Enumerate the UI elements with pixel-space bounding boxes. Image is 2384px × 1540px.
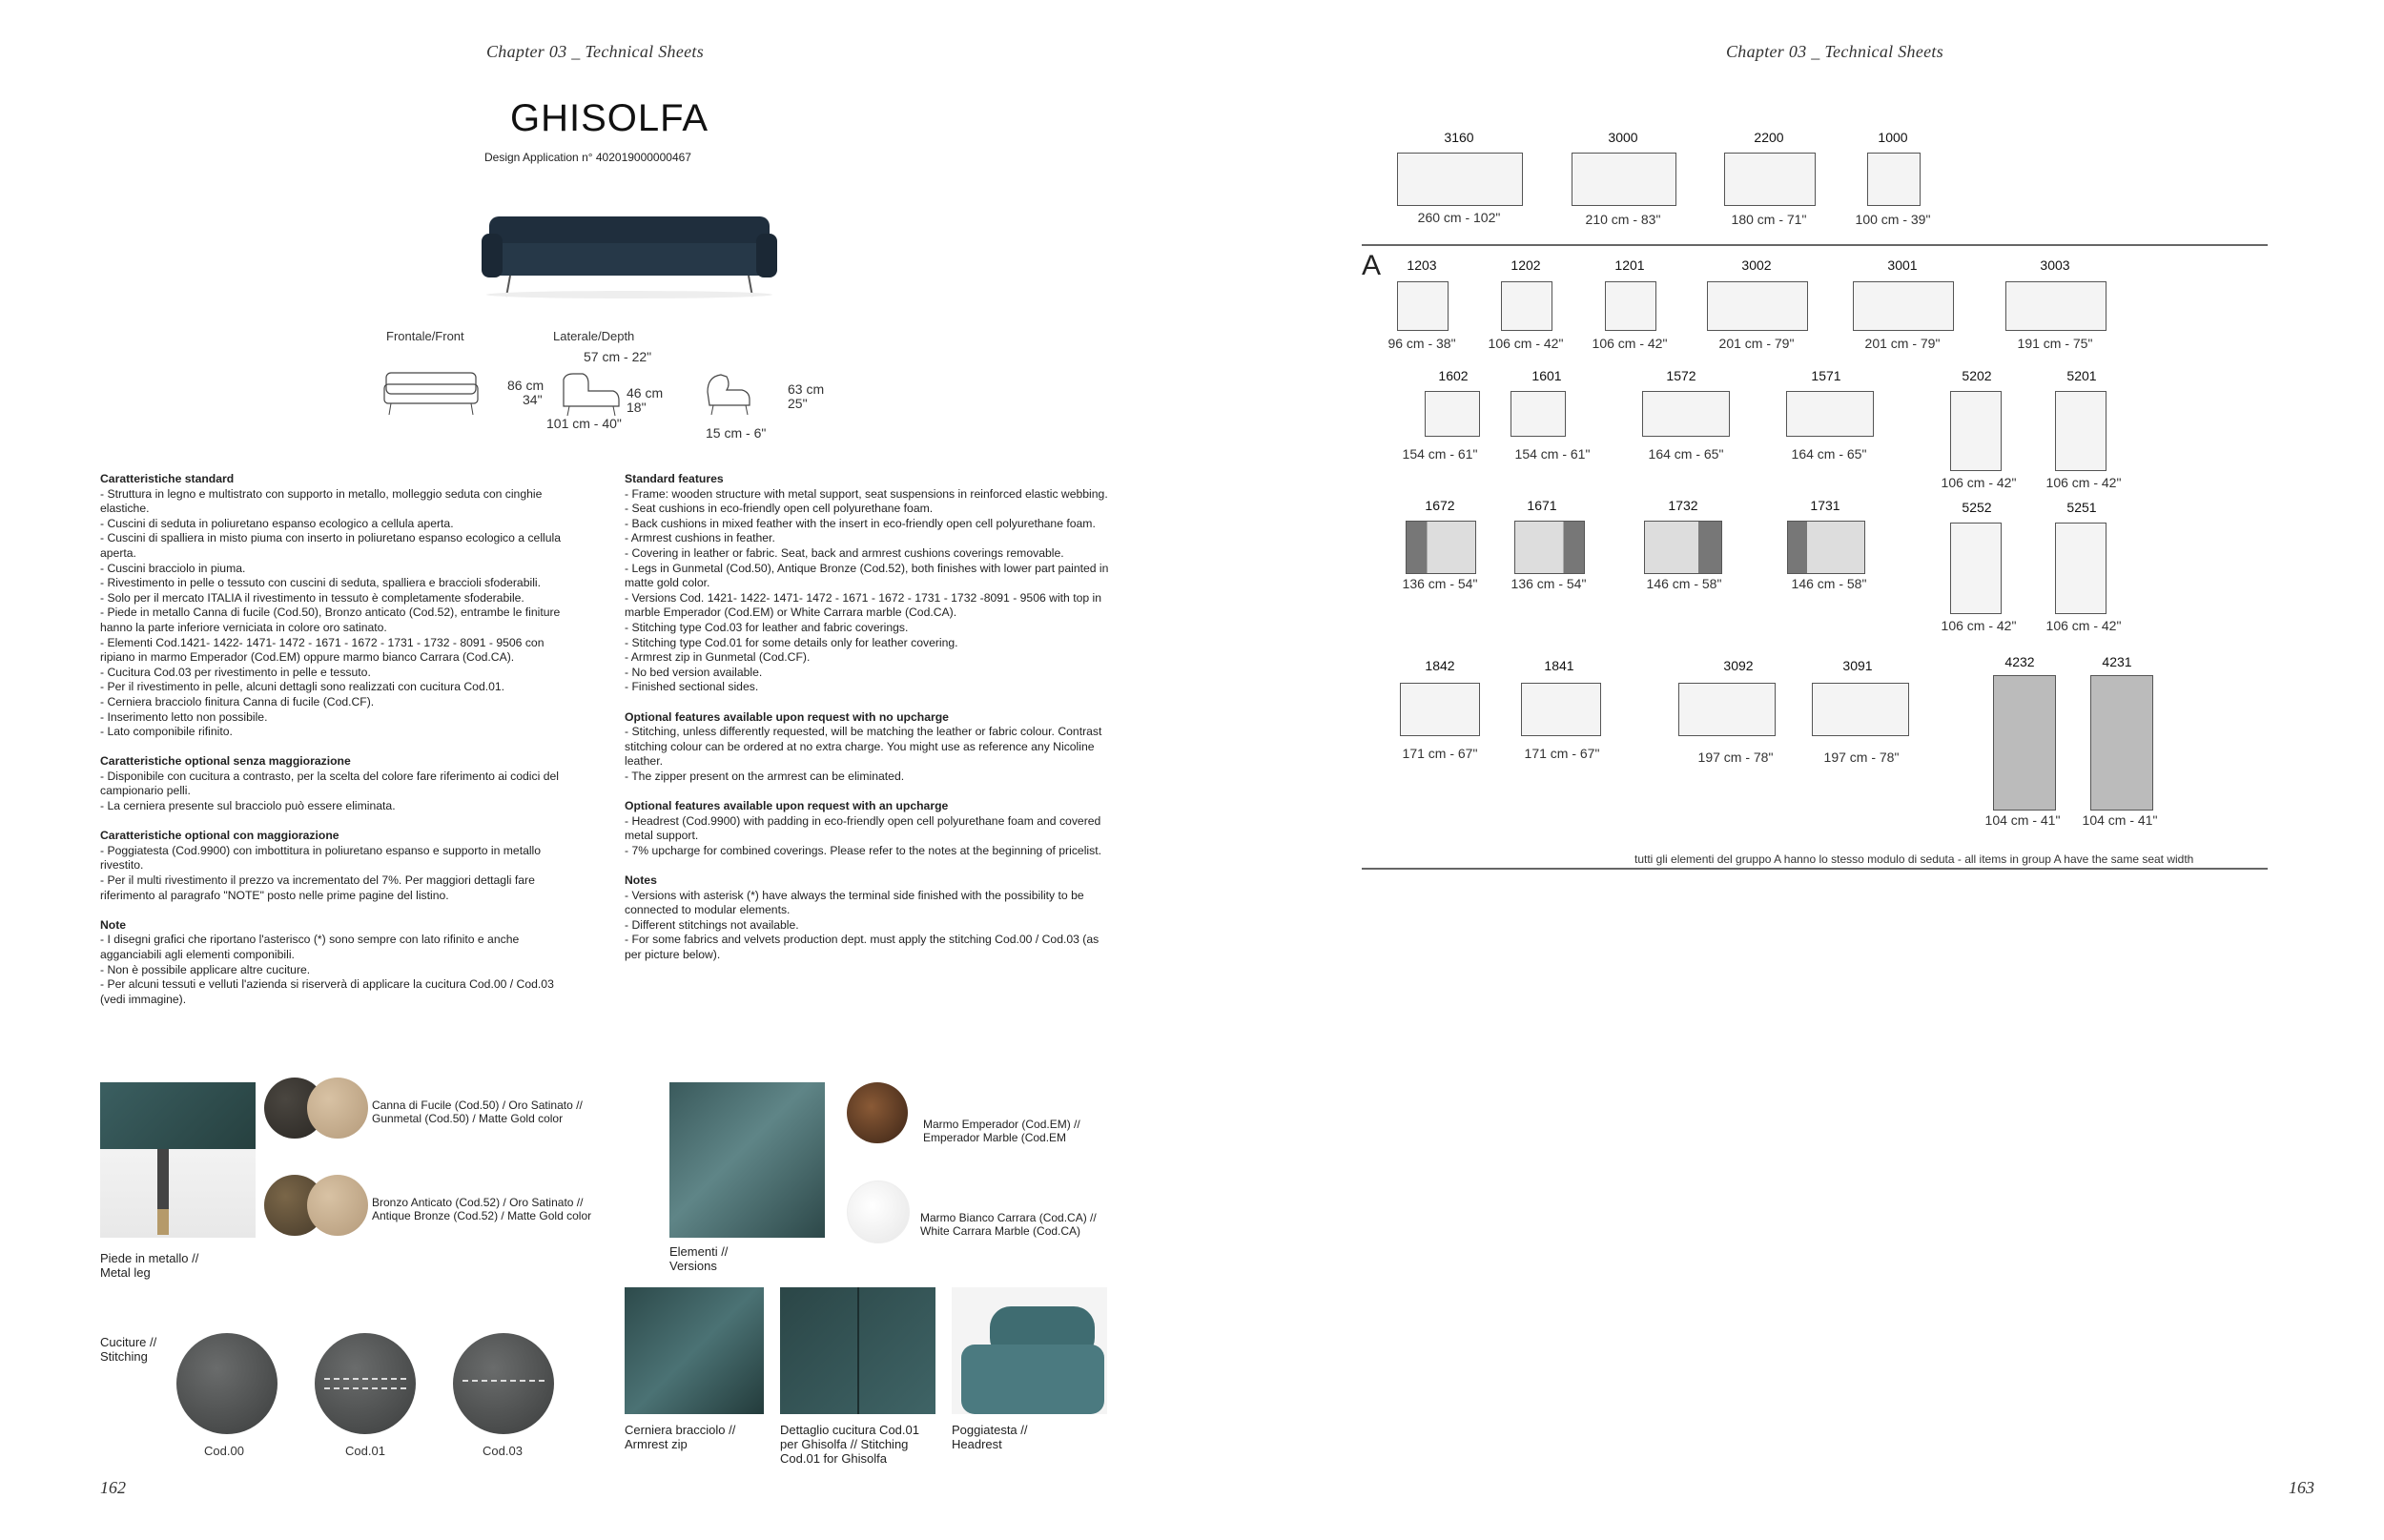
element-dim: 154 cm - 61" — [1514, 446, 1591, 462]
element-drawing-1841 — [1521, 683, 1601, 736]
armrest-zip-caption: Cerniera bracciolo // Armrest zip — [625, 1423, 736, 1451]
element-drawing-1732 — [1644, 521, 1722, 574]
italian-specs — [100, 472, 577, 1022]
it-paragraph: - Struttura in legno e multistrato con supporto in metallo, molleggio seduta con cinghie elastiche. - Cuscini di seduta in poliuretano espanso ecologico a cellula aperta. - Cuscini di spalliera in misto piuma con inserto in poliuretano espanso ecologico a cellula aperta. - Cuscini bracciolo in piuma. - Rivestimento in pelle o tessuto con cuscini di seduta, spalliera e braccioli sfoderabili. - Solo per il mercato ITALIA il rivestimento in tessuto è completamente sfoderabile. - Piede in metallo Canna di fucile (Cod.50), Bronzo anticato (Cod.52), entrambe le finiture hanno la parte inferiore verniciata in colore oro satinato. - Elementi Cod.1421- 1422- 1471- 1472 - 1671 - 1672 - 1731 - 1732 - 8091 - 9506 con ripiano in marmo Emperador (Cod.EM) oppure marmo bianco Carrara (Cod.CA). - Cucitura Cod.03 per rivestimento in pelle e tessuto. - Per il rivestimento in pelle, alcuni dettagli sono realizzati con cucitura Cod.01. - Cerniera bracciolo finitura Canna di fucile (Cod.CF). - Inserimento letto non possibile. - Lato componibile rifinito. — [100, 486, 562, 739]
stitch-cod01-swatch — [315, 1333, 416, 1434]
element-dim: 191 cm - 75" — [2017, 336, 2093, 351]
element-code: 1571 — [1811, 368, 1841, 383]
seat-height-dim: 46 cm — [627, 385, 664, 400]
sofa-hero-image — [482, 205, 777, 300]
element-dim: 180 cm - 71" — [1731, 212, 1807, 227]
element-drawing-3002 — [1707, 281, 1808, 331]
element-dim: 104 cm - 41" — [2082, 812, 2158, 828]
element-drawing-1671 — [1514, 521, 1585, 574]
element-dim: 104 cm - 41" — [1984, 812, 2061, 828]
seat-height-dim-inch: 18" — [627, 400, 647, 415]
element-drawing-1842 — [1400, 683, 1480, 736]
stitch-detail-photo — [780, 1287, 935, 1414]
element-drawing-1731 — [1787, 521, 1865, 574]
element-code: 1841 — [1544, 658, 1574, 673]
element-dim: 164 cm - 65" — [1791, 446, 1867, 462]
cod00-label: Cod.00 — [204, 1444, 244, 1458]
element-dim: 146 cm - 58" — [1791, 576, 1867, 591]
it-paragraph: - Disponibile con cucitura a contrasto, per la scelta del colore fare riferimento ai codici del campionario pelli. - La cerniera presente sul bracciolo può essere eliminata. — [100, 769, 559, 813]
element-dim: 106 cm - 42" — [2045, 618, 2122, 633]
side-view-drawing — [558, 370, 625, 418]
element-drawing-3091 — [1812, 683, 1909, 736]
depth-dim: 101 cm - 40" — [546, 416, 622, 431]
elements-caption: Elementi // Versions — [669, 1244, 729, 1273]
matte-gold-swatch-2 — [307, 1175, 368, 1236]
element-code: 1671 — [1527, 498, 1557, 513]
element-drawing-4231 — [2090, 675, 2153, 811]
group-label: A — [1362, 250, 1382, 281]
element-code: 2200 — [1754, 130, 1784, 145]
element-drawing-1000 — [1867, 153, 1921, 206]
group-footnote: tutti gli elementi del gruppo A hanno lo stesso modulo di seduta - all items in group A have the same seat width — [1634, 852, 2194, 866]
element-code: 3002 — [1741, 257, 1772, 273]
element-dim: 106 cm - 42" — [1488, 336, 1564, 351]
metal-leg-caption: Piede in metallo // Metal leg — [100, 1251, 199, 1280]
emperador-marble-swatch — [847, 1082, 908, 1143]
element-drawing-3000 — [1572, 153, 1676, 206]
it-heading: Note — [100, 917, 127, 932]
element-code: 3001 — [1887, 257, 1918, 273]
cod03-label: Cod.03 — [483, 1444, 523, 1458]
depth-top-dim: 57 cm - 22" — [584, 349, 652, 364]
element-code: 3000 — [1608, 130, 1638, 145]
en-heading: Optional features available upon request with an upcharge — [625, 799, 949, 813]
emperador-caption: Marmo Emperador (Cod.EM) // Emperador Marble (Cod.EM — [923, 1118, 1080, 1144]
it-paragraph: - Poggiatesta (Cod.9900) con imbottitura in poliuretano espanso e supporto in metallo rivestito. - Per il multi rivestimento il prezzo va incrementato del 7%. Per maggiori dettagli fare riferimento al paragrafo "NOTE" posto nelle prime pagine del listino. — [100, 843, 542, 902]
stitch-detail-caption: Dettaglio cucitura Cod.01 per Ghisolfa // Stitching Cod.01 for Ghisolfa — [780, 1423, 919, 1466]
page-number-left: 162 — [100, 1478, 126, 1497]
it-heading: Caratteristiche standard — [100, 472, 235, 485]
element-drawing-1601 — [1511, 391, 1566, 437]
element-drawing-2200 — [1724, 153, 1816, 206]
element-dim: 100 cm - 39" — [1855, 212, 1931, 227]
element-code: 1202 — [1511, 257, 1541, 273]
element-drawing-3001 — [1853, 281, 1954, 331]
en-heading: Notes — [625, 873, 657, 888]
element-drawing-5202 — [1950, 391, 2002, 471]
page-number-right: 163 — [2289, 1478, 2314, 1497]
stitch-cod03-swatch — [453, 1333, 554, 1434]
element-drawing-3092 — [1678, 683, 1776, 736]
product-title: GHISOLFA — [510, 97, 709, 139]
it-heading: Caratteristiche optional con maggiorazione — [100, 829, 339, 843]
headrest-depth-dim: 15 cm - 6" — [706, 425, 767, 441]
headrest-photo — [952, 1287, 1107, 1414]
element-drawing-1203 — [1397, 281, 1449, 331]
divider-bottom — [1362, 868, 2268, 870]
element-code: 1732 — [1668, 498, 1698, 513]
stitching-caption: Cuciture // Stitching — [100, 1335, 157, 1364]
carrara-caption: Marmo Bianco Carrara (Cod.CA) // White Carrara Marble (Cod.CA) — [920, 1211, 1097, 1238]
element-code: 5202 — [1962, 368, 1992, 383]
element-dim: 154 cm - 61" — [1402, 446, 1478, 462]
element-code: 3092 — [1723, 658, 1754, 673]
height-dim-inch: 34" — [523, 392, 543, 407]
matte-gold-swatch — [307, 1078, 368, 1139]
element-code: 5252 — [1962, 500, 1992, 515]
element-dim: 136 cm - 54" — [1402, 576, 1478, 591]
design-application: Design Application n° 402019000000467 — [484, 151, 691, 164]
element-code: 1572 — [1666, 368, 1696, 383]
element-drawing-1672 — [1406, 521, 1476, 574]
side-view-label: Laterale/Depth — [553, 329, 635, 343]
element-drawing-1202 — [1501, 281, 1552, 331]
element-code: 1601 — [1531, 368, 1562, 383]
it-paragraph: - I disegni grafici che riportano l'asterisco (*) sono sempre con lato rifinito e anche agganciabili agli elementi componibili. - Non è possibile applicare altre cuciture. - Per alcuni tessuti e velluti l'azienda si riserverà di applicare la cucitura Cod.00 / Cod.03 (vedi immagine). — [100, 933, 554, 1006]
element-dim: 106 cm - 42" — [1592, 336, 1668, 351]
element-dim: 171 cm - 67" — [1402, 746, 1478, 761]
en-paragraph: - Headrest (Cod.9900) with padding in eco-friendly open cell polyurethane foam and covered metal support. - 7% upcharge for combined coverings. Please refer to the notes at the beginning of pricelist. — [625, 813, 1101, 857]
element-code: 1842 — [1425, 658, 1455, 673]
front-view-drawing — [383, 367, 479, 417]
element-code: 1201 — [1614, 257, 1645, 273]
element-code: 1203 — [1407, 257, 1437, 273]
element-code: 4231 — [2102, 654, 2132, 669]
en-paragraph: - Stitching, unless differently requested, will be matching the leather or fabric colour. Contrast stitching colour can be ordered at no extra charge. You might use as reference any Nicoline leather. - The zipper present on the armrest can be eliminated. — [625, 725, 1102, 783]
element-dim: 136 cm - 54" — [1511, 576, 1587, 591]
en-heading: Standard features — [625, 472, 724, 485]
cod01-label: Cod.01 — [345, 1444, 385, 1458]
height-dim: 86 cm — [507, 378, 545, 393]
en-heading: Optional features available upon request with no upcharge — [625, 709, 949, 724]
stitch-cod00-swatch — [176, 1333, 277, 1434]
chapter-header-left: Chapter 03 _ Technical Sheets — [486, 42, 705, 61]
headrest-height-dim-inch: 25" — [788, 396, 808, 411]
element-code: 1000 — [1878, 130, 1908, 145]
element-dim: 260 cm - 102" — [1417, 210, 1501, 225]
element-dim: 146 cm - 58" — [1646, 576, 1722, 591]
en-paragraph: - Versions with asterisk (*) have always the terminal side finished with the possibility to be connected to modular elements. - Different stitchings not available. - For some fabrics and velvets production dept. must apply the stitching Cod.00 / Cod.03 (as per picture below). — [625, 888, 1100, 961]
element-dim: 201 cm - 79" — [1864, 336, 1941, 351]
element-code: 1602 — [1438, 368, 1469, 383]
element-code: 4232 — [2004, 654, 2035, 669]
element-code: 5251 — [2066, 500, 2097, 515]
en-paragraph: - Frame: wooden structure with metal support, seat suspensions in reinforced elastic webbing. - Seat cushions in eco-friendly open cell polyurethane foam. - Back cushions in mixed feather with the insert in eco-friendly open cell polyurethane foam. - Armrest cushions in feather. - Covering in leather or fabric. Seat, back and armrest cushions coverings removable. - Legs in Gunmetal (Cod.50), Antique Bronze (Cod.52), both finishes with lower part painted in matte gold color. - Versions Cod. 1421- 1422- 1471- 1472 - 1671 - 1672 - 1731 - 1732 -8091 - 9506 with top in marble Emperador (Cod.EM) or White Carrara marble (Cod.CA). - Stitching type Cod.03 for leather and fabric coverings. - Stitching type Cod.01 for some details only for leather covering. - Armrest zip in Gunmetal (Cod.CF). - No bed version available. - Finished sectional sides. — [625, 486, 1109, 694]
element-dim: 106 cm - 42" — [1941, 475, 2017, 490]
chapter-header-right: Chapter 03 _ Technical Sheets — [1726, 42, 1944, 61]
bronze-caption: Bronzo Anticato (Cod.52) / Oro Satinato // Antique Bronze (Cod.52) / Matte Gold color — [372, 1196, 592, 1222]
element-drawing-5252 — [1950, 523, 2002, 614]
element-drawing-5201 — [2055, 391, 2107, 471]
headrest-height-dim: 63 cm — [788, 381, 825, 397]
element-code: 3091 — [1842, 658, 1873, 673]
element-dim: 197 cm - 78" — [1823, 749, 1900, 765]
element-drawing-1572 — [1642, 391, 1730, 437]
element-dim: 96 cm - 38" — [1387, 336, 1456, 351]
element-drawing-1201 — [1605, 281, 1656, 331]
element-drawing-3160 — [1397, 153, 1523, 206]
gunmetal-caption: Canna di Fucile (Cod.50) / Oro Satinato // Gunmetal (Cod.50) / Matte Gold color — [372, 1099, 583, 1125]
element-drawing-5251 — [2055, 523, 2107, 614]
element-code: 5201 — [2066, 368, 2097, 383]
element-dim: 171 cm - 67" — [1524, 746, 1600, 761]
carrara-marble-swatch — [847, 1181, 910, 1243]
divider-top — [1362, 244, 2268, 246]
element-drawing-3003 — [2005, 281, 2107, 331]
english-specs — [625, 472, 1111, 977]
element-dim: 197 cm - 78" — [1697, 749, 1774, 765]
element-dim: 106 cm - 42" — [1941, 618, 2017, 633]
element-drawing-4232 — [1993, 675, 2056, 811]
element-code: 1672 — [1425, 498, 1455, 513]
element-code: 1731 — [1810, 498, 1840, 513]
it-heading: Caratteristiche optional senza maggiorazione — [100, 754, 351, 769]
elements-photo — [669, 1082, 825, 1238]
element-dim: 201 cm - 79" — [1718, 336, 1795, 351]
element-code: 3160 — [1444, 130, 1474, 145]
armrest-zip-photo — [625, 1287, 764, 1414]
metal-leg-photo — [100, 1082, 256, 1238]
element-dim: 106 cm - 42" — [2045, 475, 2122, 490]
headrest-view-drawing — [704, 367, 771, 422]
headrest-caption: Poggiatesta // Headrest — [952, 1423, 1028, 1451]
element-drawing-1602 — [1425, 391, 1480, 437]
element-code: 3003 — [2040, 257, 2070, 273]
element-drawing-1571 — [1786, 391, 1874, 437]
element-dim: 164 cm - 65" — [1648, 446, 1724, 462]
element-dim: 210 cm - 83" — [1585, 212, 1661, 227]
front-view-label: Frontale/Front — [386, 329, 464, 343]
